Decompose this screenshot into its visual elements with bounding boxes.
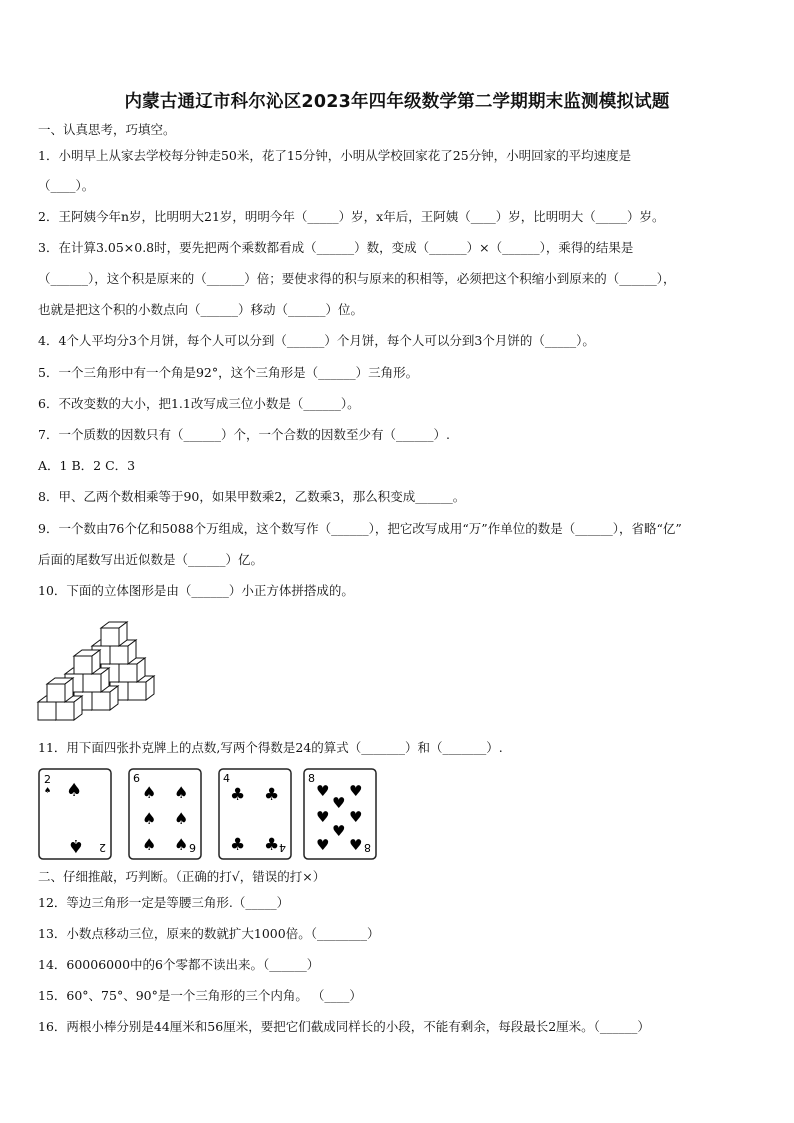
question-3-line-3: 也就是把这个积的小数点向（______）移动（______）位。: [38, 302, 364, 317]
heart-icon: ♥: [332, 822, 346, 840]
section-2-heading: 二、仔细推敲，巧判断。（正确的打√，错误的打×）: [38, 869, 326, 884]
question-12: 12．等边三角形一定是等腰三角形.（_____）: [38, 895, 290, 910]
heart-icon: ♥: [316, 836, 330, 854]
spade-icon: ♠: [174, 783, 189, 802]
card-rank-top: 6: [133, 772, 140, 785]
cube-front-face: [38, 702, 56, 720]
card-rank-bottom: 4: [279, 841, 286, 854]
question-14: 14．60006000中的6个零都不读出来。（______）: [38, 957, 320, 972]
card-rank-bottom: 2: [99, 841, 106, 854]
question-2: 2．王阿姨今年n岁，比明明大21岁，明明今年（_____）岁，x年后，王阿姨（____）岁，比明明大（_____）岁。: [38, 209, 665, 224]
question-7: 7．一个质数的因数只有（______）个，一个合数的因数至少有（______）.: [38, 427, 450, 442]
question-3-line-1: 3．在计算3.05×0.8时，要先把两个乘数都看成（______）数，变成（______）×（______），乘得的结果是: [38, 240, 634, 255]
section-1-heading: 一、认真思考，巧填空。: [38, 122, 176, 137]
question-4: 4．4个人平均分3个月饼，每个人可以分到（______）个月饼，每个人可以分到3个月饼的（_____）。: [38, 333, 595, 348]
question-8: 8．甲、乙两个数相乘等于90，如果甲数乘2，乙数乘3，那么积变成______。: [38, 489, 466, 504]
question-7-options: A．1 B．2 C．3: [38, 458, 136, 473]
heart-icon: ♥: [332, 794, 346, 812]
cube-front-face: [110, 646, 128, 664]
club-icon: ♣: [264, 835, 280, 855]
playing-card-heart-8: [303, 768, 377, 860]
cube-front-face: [47, 684, 65, 702]
cube-stack-figure: [36, 620, 160, 722]
question-16: 16．两根小棒分别是44厘米和56厘米，要把它们截成同样长的小段，不能有剩余，每段最长2厘米。（______）: [38, 1019, 650, 1034]
cube-front-face: [119, 664, 137, 682]
cube-front-face: [101, 628, 119, 646]
card-rank-top: 2: [44, 773, 51, 786]
cube-front-face: [56, 702, 74, 720]
heart-icon: ♥: [349, 808, 363, 826]
cube-front-face: [83, 674, 101, 692]
card-rank-bottom: 6: [189, 841, 196, 854]
card-rank-bottom: 8: [364, 841, 371, 854]
spade-icon: ♠: [67, 835, 84, 856]
question-6: 6．不改变数的大小，把1.1改写成三位小数是（______）。: [38, 396, 360, 411]
spade-icon: ♠: [66, 780, 83, 801]
heart-icon: ♥: [349, 836, 363, 854]
question-9-line-1: 9．一个数由76个亿和5088个万组成，这个数写作（______），把它改写成用“万”作单位的数是（______），省略“亿”: [38, 521, 682, 536]
page-title: 内蒙古通辽市科尔沁区2023年四年级数学第二学期期末监测模拟试题: [124, 92, 670, 112]
question-10: 10．下面的立体图形是由（______）小正方体拼搭成的。: [38, 583, 354, 598]
heart-icon: ♥: [349, 782, 363, 800]
cube-front-face: [92, 692, 110, 710]
club-icon: ♣: [230, 835, 246, 855]
question-1-line-2: （____）。: [38, 178, 95, 193]
heart-icon: ♥: [316, 782, 330, 800]
question-1-line-1: 1．小明早上从家去学校每分钟走50米，花了15分钟，小明从学校回家花了25分钟，小明回家的平均速度是: [38, 148, 632, 163]
club-icon: ♣: [230, 785, 246, 805]
question-9-line-2: 后面的尾数写出近似数是（______）亿。: [38, 552, 264, 567]
spade-icon: ♠: [44, 786, 52, 795]
question-13: 13．小数点移动三位，原来的数就扩大1000倍。（________）: [38, 926, 380, 941]
spade-icon: ♠: [174, 809, 189, 828]
heart-icon: ♥: [316, 808, 330, 826]
playing-card-spade-6: [128, 768, 202, 860]
cube-front-face: [74, 656, 92, 674]
cube-front-face: [128, 682, 146, 700]
spade-icon: ♠: [142, 809, 157, 828]
playing-card-club-4: [218, 768, 292, 860]
playing-card-spade-2: [38, 768, 112, 860]
card-rank-top: 8: [308, 772, 315, 785]
question-3-line-2: （______），这个积是原来的（______）倍；要使求得的积与原来的积相等，必须把这个积缩小到原来的（______），: [38, 271, 676, 286]
spade-icon: ♠: [142, 835, 157, 854]
card-rank-top: 4: [223, 772, 230, 785]
question-11: 11．用下面四张扑克牌上的点数,写两个得数是24的算式（_______）和（_______）.: [38, 740, 503, 755]
question-5: 5．一个三角形中有一个角是92°，这个三角形是（______）三角形。: [38, 365, 419, 380]
question-15: 15．60°、75°、90°是一个三角形的三个内角。 （____）: [38, 988, 362, 1003]
spade-icon: ♠: [174, 835, 189, 854]
club-icon: ♣: [264, 785, 280, 805]
spade-icon: ♠: [142, 783, 157, 802]
